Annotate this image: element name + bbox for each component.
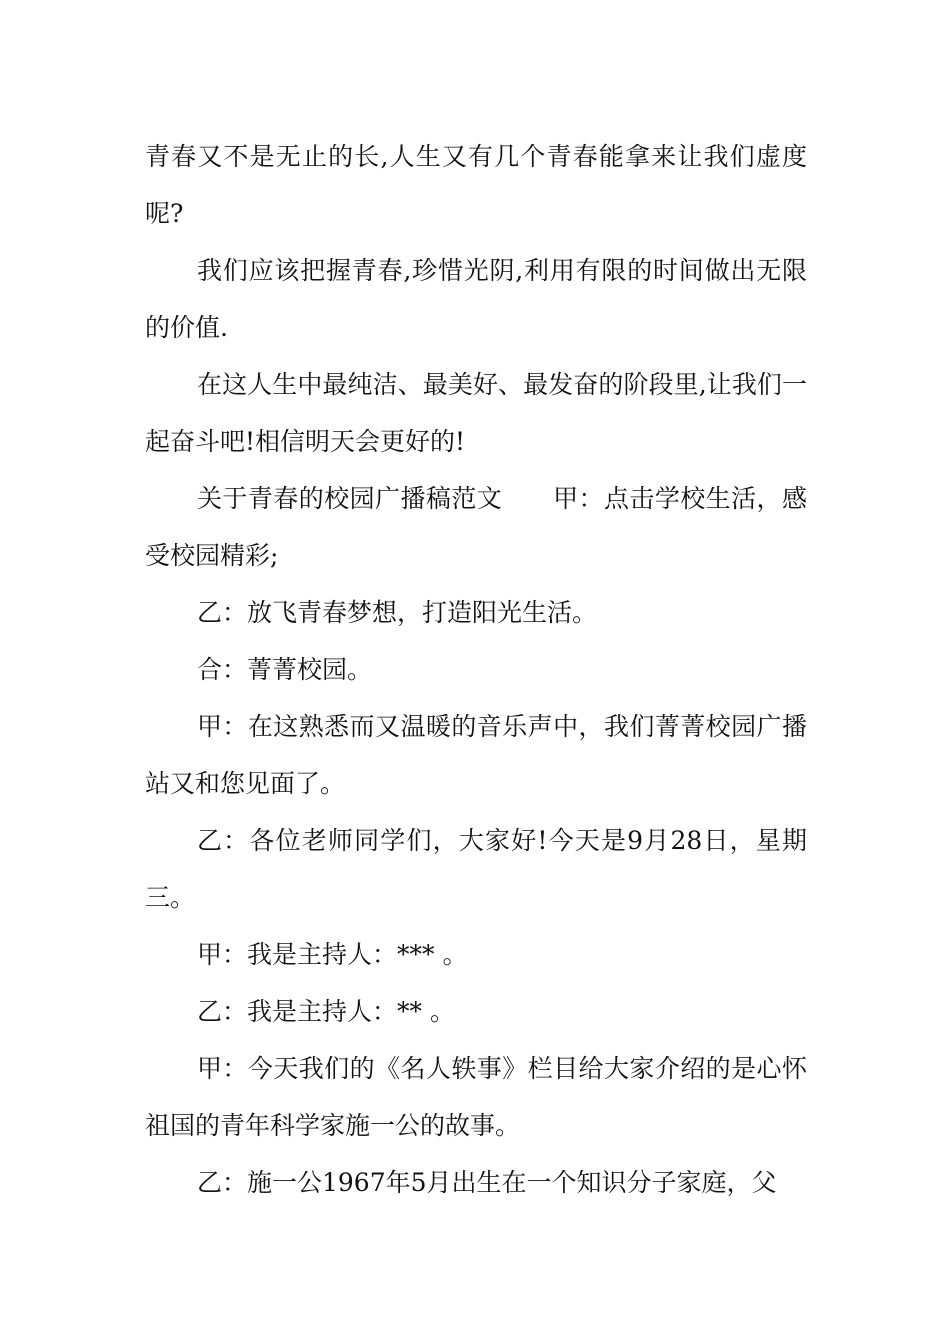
paragraph: 我们应该把握青春,珍惜光阴,利用有限的时间做出无限的价值.: [145, 256, 807, 342]
paragraph: 在这人生中最纯洁、最美好、最发奋的阶段里,让我们一起奋斗吧!相信明天会更好的!: [145, 370, 807, 456]
paragraph-article-title: 关于青春的校园广播稿范文 甲：点击学校生活，感受校园精彩;: [145, 484, 807, 570]
dialogue-line: 甲：我是主持人：*** 。: [197, 940, 468, 969]
document-body: [145, 128, 807, 1211]
dialogue-line: 乙：我是主持人：** 。: [197, 997, 455, 1026]
dialogue-line: 合：菁菁校园。: [197, 655, 373, 684]
dialogue-line: 乙：放飞青春梦想，打造阳光生活。: [197, 598, 598, 627]
dialogue-line: 甲：今天我们的《名人轶事》栏目给大家介绍的是心怀祖国的青年科学家施一公的故事。: [145, 1054, 807, 1140]
dialogue-line: 乙：各位老师同学们，大家好!今天是9月28日，星期三。: [145, 826, 807, 912]
dialogue-line: 乙：施一公1967年5月出生在一个知识分子家庭，父: [197, 1168, 777, 1197]
paragraph-continuation: 青春又不是无止的长,人生又有几个青春能拿来让我们虚度呢?: [145, 142, 807, 228]
dialogue-line: 甲：在这熟悉而又温暖的音乐声中，我们菁菁校园广播站又和您见面了。: [145, 712, 807, 798]
